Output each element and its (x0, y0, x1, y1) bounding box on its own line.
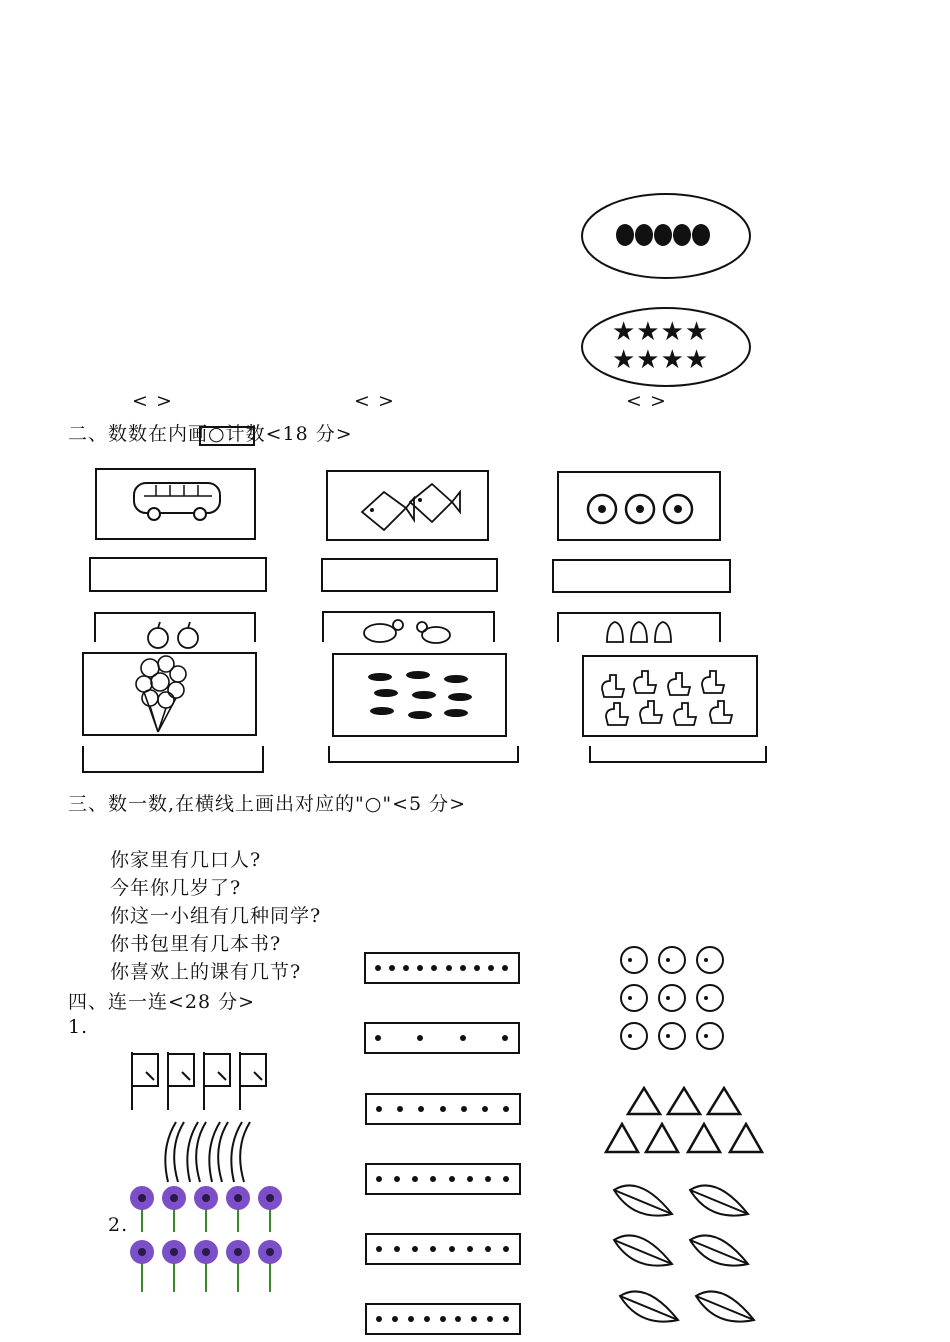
dot (503, 1316, 509, 1322)
picture-box-small-fish (332, 653, 507, 737)
answer-paren-2: < > (354, 390, 395, 412)
dot (376, 1316, 382, 1322)
answer-line-small-fish[interactable] (328, 746, 519, 763)
picture-box-flowers (557, 471, 721, 541)
dot (474, 965, 480, 971)
bus-icon (132, 480, 224, 522)
item-1-label: 1. (68, 1016, 89, 1038)
answer-paren-1: < > (132, 390, 173, 412)
dot-box-4[interactable] (365, 1163, 521, 1195)
section-4-heading: 四、连一连<28 分> (68, 991, 256, 1013)
dot (408, 1316, 414, 1322)
dot (430, 1246, 436, 1252)
leaf-icons (610, 1176, 760, 1340)
dot (394, 1176, 400, 1182)
lion-head-icons (618, 942, 730, 1054)
dot (430, 1176, 436, 1182)
dot (417, 1035, 423, 1041)
dot (467, 1246, 473, 1252)
flower-icons (583, 489, 697, 529)
purple-flower-icons (128, 1178, 288, 1298)
picture-box-apples (94, 612, 256, 642)
answer-paren-3: < > (626, 390, 667, 412)
duck-icons (598, 671, 748, 727)
section-3-heading: 三、数一数,在横线上画出对应的"○"<5 分> (68, 793, 467, 815)
question-3: 你这一小组有几种同学? (110, 905, 322, 927)
balloon-icon (132, 656, 196, 736)
dot (418, 1106, 424, 1112)
chicken-icon (358, 617, 462, 645)
dot (467, 1176, 473, 1182)
dot (440, 1106, 446, 1112)
dot (394, 1246, 400, 1252)
peach-icon (603, 620, 677, 644)
item-2-label: 2. (108, 1214, 129, 1236)
picture-box-fish (326, 470, 489, 541)
apple-icon (144, 620, 206, 646)
fish-icon (358, 478, 462, 536)
question-2: 今年你几岁了? (110, 877, 242, 899)
stars-row-1: ★★★★ (612, 317, 710, 347)
dot (417, 965, 423, 971)
picture-box-balloons (82, 652, 257, 736)
dot (375, 965, 381, 971)
answer-line-balloons[interactable] (82, 746, 264, 773)
dot (503, 1246, 509, 1252)
dot (455, 1316, 461, 1322)
answer-box-flowers[interactable] (552, 559, 731, 593)
dot (485, 1176, 491, 1182)
triangle-icons (604, 1084, 766, 1156)
dot-box-1[interactable] (364, 952, 520, 984)
heading-stray-box (199, 426, 255, 446)
dot (424, 1316, 430, 1322)
section-2-heading: 二、数数在内画○计数<18 分> (68, 423, 353, 445)
dot-box-5[interactable] (365, 1233, 521, 1265)
seeds-oval (580, 192, 752, 284)
picture-box-chickens (322, 611, 495, 642)
picture-box-peaches (557, 612, 721, 642)
picture-box-ducks (582, 655, 758, 737)
picture-box-bus (95, 468, 256, 540)
dot (461, 1106, 467, 1112)
small-fish-icons (364, 667, 474, 725)
answer-box-fish[interactable] (321, 558, 498, 592)
dot (392, 1316, 398, 1322)
dot (471, 1316, 477, 1322)
dot (502, 965, 508, 971)
dot (375, 1035, 381, 1041)
dot (376, 1246, 382, 1252)
answer-line-ducks[interactable] (589, 746, 767, 763)
dot (397, 1106, 403, 1112)
dot (487, 1316, 493, 1322)
dot (440, 1316, 446, 1322)
seed-icons (616, 224, 710, 246)
dot-box-6[interactable] (365, 1303, 521, 1335)
dot (488, 965, 494, 971)
dot (431, 965, 437, 971)
dot (446, 965, 452, 971)
dot (376, 1176, 382, 1182)
dot (389, 965, 395, 971)
dot (412, 1246, 418, 1252)
dot (482, 1106, 488, 1112)
dot (503, 1106, 509, 1112)
dot (449, 1246, 455, 1252)
dot (460, 965, 466, 971)
stars-row-2: ★★★★ (612, 345, 710, 375)
dot (503, 1176, 509, 1182)
dot (412, 1176, 418, 1182)
dot-box-2[interactable] (364, 1022, 520, 1054)
question-1: 你家里有几口人? (110, 849, 262, 871)
answer-box-bus[interactable] (89, 557, 267, 592)
dot (376, 1106, 382, 1112)
dot (485, 1246, 491, 1252)
dot (502, 1035, 508, 1041)
dot (403, 965, 409, 971)
dot (449, 1176, 455, 1182)
flag-icons (128, 1046, 272, 1116)
dot-box-3[interactable] (365, 1093, 521, 1125)
question-5: 你喜欢上的课有几节? (110, 961, 302, 983)
question-4: 你书包里有几本书? (110, 933, 282, 955)
dot (460, 1035, 466, 1041)
